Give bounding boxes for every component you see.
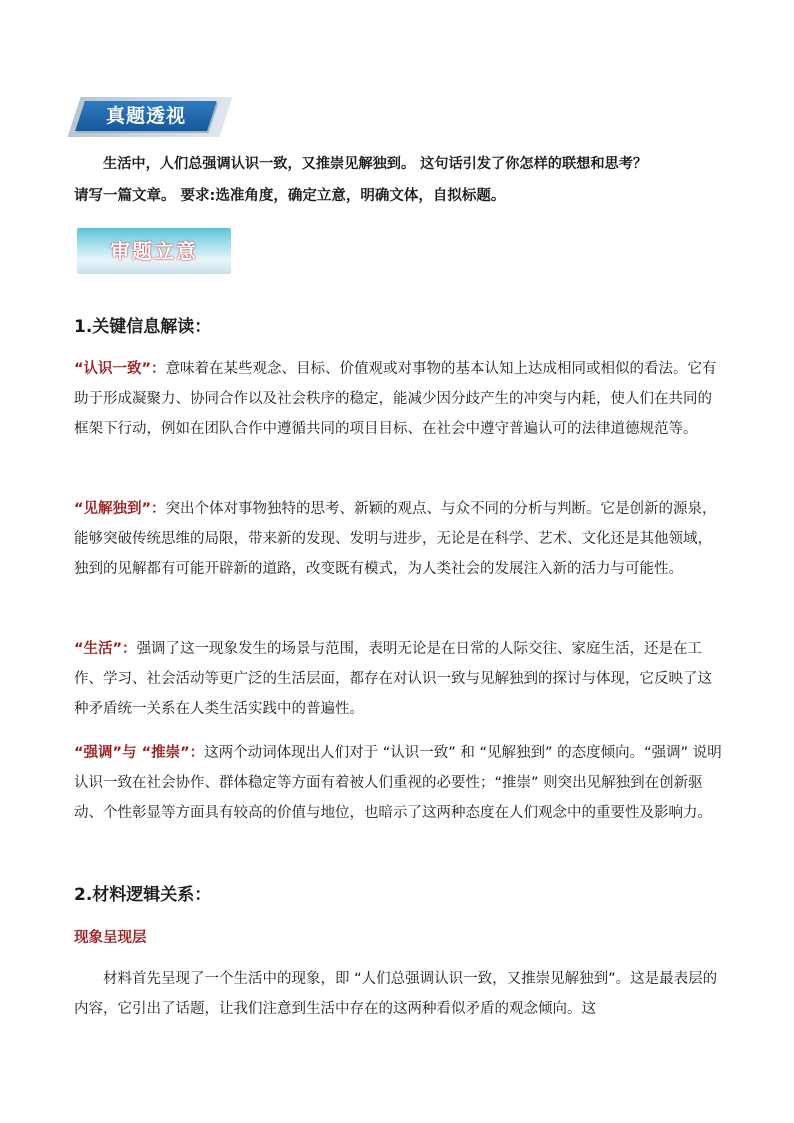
item-term: “见解独到”： [74,501,166,517]
item-life [74,634,724,724]
item-unique-insight [74,494,724,584]
item-text: 意味着在某些观念、目标、价值观或对事物的基本认知上达成相同或相似的看法。它有助于形成凝聚力、协同合作以及社会秩序的稳定，能减少因分歧产生的冲突与内耗，使人们在共同的框架下行动，例如在团队合作中遵循共同的项目目标、在社会中遵守普遍认可的法律道德规范等。 [74,361,717,437]
item-term: “强调”与 “推崇”： [74,745,205,761]
item-term: “生活”： [74,641,137,657]
section-2-body: 材料首先呈现了一个生活中的现象，即 “人们总强调认识一致，又推崇见解独到”。这是最表层的内容，它引出了话题，让我们注意到生活中存在的这两种看似矛盾的观念倾向。这 [74,971,718,1017]
review-banner-title: 审题立意 [110,239,198,263]
item-text: 突出个体对事物独特的思考、新颖的观点、与众不同的分析与判断。它是创新的源泉，能够突破传统思维的局限，带来新的发现、发明与进步，无论是在科学、艺术、文化还是其他领域，独到的见解都有可能开辟新的道路，改变既有模式，为人类社会的发展注入新的活力与可能性。 [74,501,717,577]
exam-banner-title: 真题透视 [105,105,186,127]
item-consensus [74,354,724,444]
exam-banner [74,97,226,137]
phenomenon-layer-heading: 现象呈现层 [74,930,147,946]
review-banner [77,228,231,274]
section-1-heading: 1.关键信息解读： [74,317,212,337]
section-2-heading: 2.材料逻辑关系： [74,885,212,905]
item-text: 这两个动词体现出人们对于 “认识一致” 和 “见解独到” 的态度倾向。“强调” 说明认识一致在社会协作、群体稳定等方面有着被人们重视的必要性；“推崇” 则突出见解独到在创新驱动、个性彰显等方面具有较高的价值与地位，也暗示了这两种态度在人们观念中的重要性及影响力。 [74,745,722,821]
prompt-line-2: 请写一篇文章。 要求:选准角度，确定立意，明确文体，自拟标题。 [74,188,506,204]
prompt-line-1: 生活中，人们总强调认识一致，又推崇见解独到。 这句话引发了你怎样的联想和思考？ [103,156,648,172]
item-term: “认识一致”： [74,361,166,377]
item-emphasize-admire [74,738,724,828]
item-text: 强调了这一现象发生的场景与范围，表明无论是在日常的人际交往、家庭生活，还是在工作、学习、社会活动等更广泛的生活层面，都存在对认识一致与见解独到的探讨与体现，它反映了这种矛盾统一关系在人类生活实践中的普遍性。 [74,641,712,717]
